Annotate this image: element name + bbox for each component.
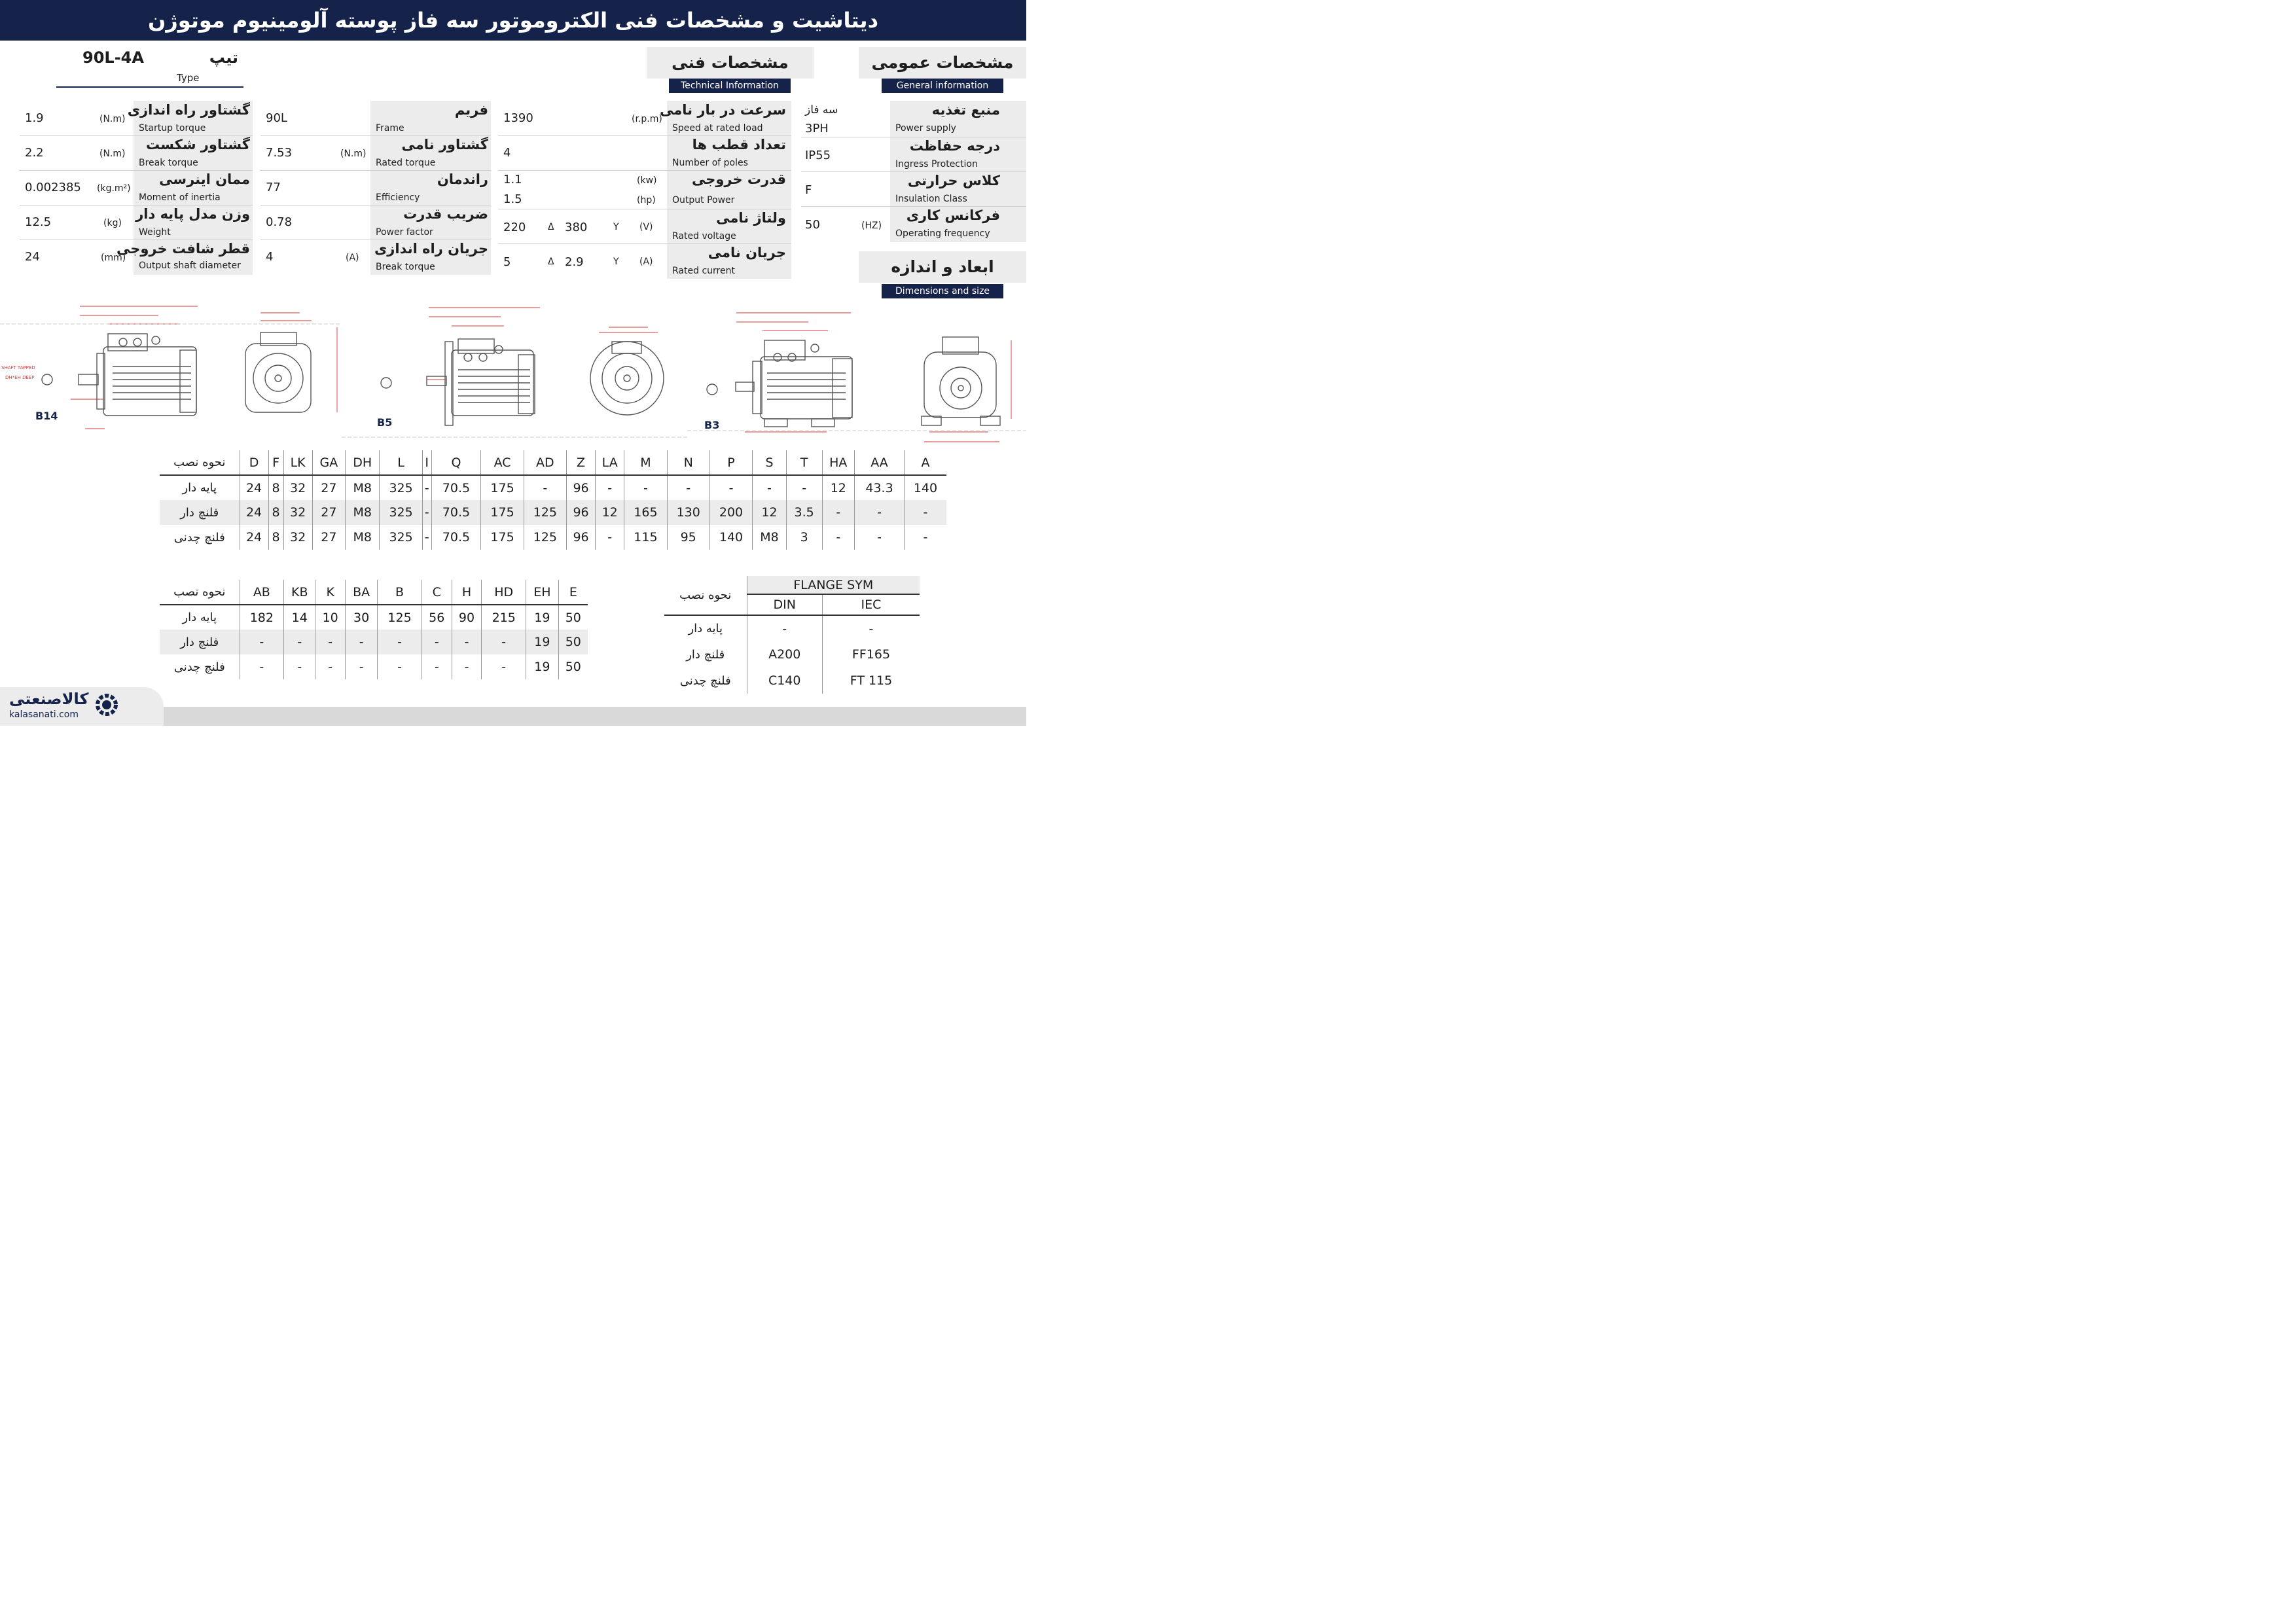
mount-type-header: نحوه نصب bbox=[664, 576, 747, 615]
spec-label-fa: راندمان bbox=[437, 171, 488, 187]
dimension-cell: 43.3 bbox=[855, 475, 905, 500]
spec-label-fa: ممان اینرسی bbox=[159, 171, 250, 187]
spec-label-en: Output shaft diameter bbox=[139, 260, 241, 271]
flange-row bbox=[664, 641, 920, 668]
spec-row bbox=[260, 135, 493, 170]
spec-row bbox=[801, 101, 1026, 137]
shaft-tapped-label: SHAFT TAPPED bbox=[1, 365, 35, 370]
flange-iec-cell: - bbox=[869, 621, 874, 636]
dimension-col-header: D bbox=[240, 450, 268, 475]
dimension-cell: - bbox=[422, 475, 431, 500]
iec-header: IEC bbox=[822, 594, 920, 615]
current-delta-value: 5 bbox=[503, 255, 511, 269]
dimension-cell: 175 bbox=[481, 500, 524, 525]
dimension-cell: 95 bbox=[667, 525, 709, 550]
dimension-cell: 325 bbox=[380, 525, 422, 550]
dimension-cell: - bbox=[452, 630, 482, 654]
flange-row bbox=[664, 668, 920, 694]
spec-label-en: Break torque bbox=[139, 158, 198, 168]
dimension-col-header: AB bbox=[240, 580, 284, 605]
spec-value-kw: 1.1 bbox=[503, 173, 522, 187]
mount-type-cell: پایه دار bbox=[182, 611, 217, 624]
dimension-cell: 27 bbox=[312, 475, 345, 500]
dimension-cell: 32 bbox=[283, 500, 312, 525]
voltage-delta-value: 220 bbox=[503, 221, 526, 234]
spec-row bbox=[20, 240, 255, 274]
dimension-col-header: C bbox=[422, 580, 452, 605]
dimension-col-header: BA bbox=[346, 580, 378, 605]
spec-label-en: Operating frequency bbox=[895, 228, 990, 239]
spec-row bbox=[20, 205, 255, 240]
dimension-col-header: LK bbox=[283, 450, 312, 475]
mount-type-header: نحوه نصب bbox=[160, 580, 240, 605]
dimension-cell: - bbox=[284, 630, 315, 654]
spec-label-fa: گشتاور راه اندازی bbox=[127, 102, 250, 118]
dimension-col-header: B bbox=[378, 580, 422, 605]
spec-label-fa: قدرت خروجی bbox=[691, 171, 786, 187]
section-dividers bbox=[0, 324, 1026, 437]
dimension-header-row bbox=[160, 580, 588, 605]
spec-label-en: Efficiency bbox=[376, 192, 420, 203]
dimension-cell: 96 bbox=[567, 500, 596, 525]
type-label-en: Type bbox=[177, 72, 200, 84]
spec-value: 12.5 bbox=[25, 215, 52, 229]
spec-label-fa: ولتاژ نامی bbox=[716, 210, 786, 226]
gear-logo-icon bbox=[92, 690, 122, 720]
spec-value: 1.9 bbox=[25, 111, 44, 125]
mount-type-cell: فلنچ چدنی bbox=[173, 660, 225, 674]
spec-value: F bbox=[805, 183, 812, 197]
dimension-cell: - bbox=[596, 475, 624, 500]
mount-type-cell: فلنچ دار bbox=[664, 641, 747, 668]
spec-label-fa: گشتاور شکست bbox=[146, 137, 250, 152]
dimension-row bbox=[160, 475, 946, 500]
voltage-star-value: 380 bbox=[565, 221, 588, 234]
dimension-col-header: DH bbox=[346, 450, 380, 475]
b14-side-view-drawing bbox=[79, 334, 196, 416]
dimension-cell: - bbox=[378, 630, 422, 654]
current-star-value: 2.9 bbox=[565, 255, 584, 269]
spec-value: 90L bbox=[266, 111, 287, 125]
spec-label-en: Speed at rated load bbox=[672, 123, 763, 134]
spec-label-fa: فرکانس کاری bbox=[906, 207, 1000, 223]
dimension-cell: 115 bbox=[624, 525, 667, 550]
dimension-col-header: N bbox=[667, 450, 709, 475]
spec-unit: (r.p.m) bbox=[632, 114, 662, 124]
dimension-cell: M8 bbox=[346, 525, 380, 550]
spec-label-fa: جریان نامی bbox=[708, 245, 786, 260]
spec-value: 2.2 bbox=[25, 146, 44, 160]
spec-unit: (N.m) bbox=[99, 149, 126, 159]
dimension-cell: 14 bbox=[284, 605, 315, 630]
dimension-cell: - bbox=[904, 525, 946, 550]
dimension-cell: - bbox=[378, 654, 422, 679]
dimension-cell: 24 bbox=[240, 500, 268, 525]
dimension-cell: - bbox=[596, 525, 624, 550]
dimension-cell: 30 bbox=[346, 605, 378, 630]
dimension-cell: 3.5 bbox=[786, 500, 822, 525]
dimension-col-header: L bbox=[380, 450, 422, 475]
dimension-cell: 8 bbox=[268, 525, 283, 550]
logo-name: کالاصنعتی bbox=[9, 690, 89, 708]
dimension-table-2 bbox=[160, 580, 588, 679]
spec-label-en: Power factor bbox=[376, 227, 433, 238]
dimension-cell: 70.5 bbox=[431, 500, 481, 525]
spec-value: 77 bbox=[266, 181, 281, 194]
dimension-cell: 90 bbox=[452, 605, 482, 630]
spec-value: 1390 bbox=[503, 111, 533, 125]
dimension-cell: - bbox=[422, 630, 452, 654]
dimension-col-header: HD bbox=[482, 580, 526, 605]
spec-unit-kw: (kw) bbox=[637, 175, 657, 186]
spec-value: 0.002385 bbox=[25, 181, 81, 194]
dimension-cell: 8 bbox=[268, 500, 283, 525]
dimension-cell: 12 bbox=[753, 500, 787, 525]
spec-value-fa: سه فاز bbox=[805, 103, 838, 116]
dimension-cell: - bbox=[786, 475, 822, 500]
spec-value: 50 bbox=[805, 218, 820, 232]
dimension-cell: 96 bbox=[567, 475, 596, 500]
star-symbol: Y bbox=[613, 257, 619, 267]
spec-value-hp: 1.5 bbox=[503, 192, 522, 206]
dimension-col-header: K bbox=[315, 580, 346, 605]
dimension-cell: 27 bbox=[312, 525, 345, 550]
dimension-cell: 140 bbox=[709, 525, 752, 550]
spec-label-en: Break torque bbox=[376, 262, 435, 272]
dimension-col-header: KB bbox=[284, 580, 315, 605]
dimensions-section-title: ابعاد و اندازه bbox=[859, 251, 1026, 283]
dimension-cell: M8 bbox=[753, 525, 787, 550]
flange-symbol-table bbox=[664, 576, 920, 694]
dimension-col-header: E bbox=[558, 580, 588, 605]
dimension-cell: 325 bbox=[380, 500, 422, 525]
b5-front-view-drawing bbox=[590, 342, 664, 415]
dimension-cell: 125 bbox=[524, 525, 566, 550]
dimension-col-header: GA bbox=[312, 450, 345, 475]
dimension-col-header: F bbox=[268, 450, 283, 475]
dimension-row bbox=[160, 500, 946, 525]
spec-value: 7.53 bbox=[266, 146, 293, 160]
b5-side-view-drawing bbox=[427, 339, 535, 425]
dimension-cell: 50 bbox=[558, 630, 588, 654]
dimension-cell: 12 bbox=[596, 500, 624, 525]
dimension-cell: - bbox=[452, 654, 482, 679]
dimension-cell: 165 bbox=[624, 500, 667, 525]
dimension-cell: - bbox=[855, 525, 905, 550]
dimension-cell: 70.5 bbox=[431, 525, 481, 550]
logo-area bbox=[0, 687, 164, 726]
flange-sym-header: FLANGE SYM bbox=[747, 576, 920, 594]
dimension-col-header: LA bbox=[596, 450, 624, 475]
dimensions-section-subtitle: Dimensions and size bbox=[882, 284, 1003, 298]
mount-type-cell: پایه دار bbox=[182, 481, 217, 495]
dimension-cell: 175 bbox=[481, 475, 524, 500]
spec-label-en: Moment of inertia bbox=[139, 192, 221, 203]
dimension-cell: - bbox=[482, 654, 526, 679]
dimension-cell: - bbox=[346, 654, 378, 679]
mount-type-header: نحوه نصب bbox=[160, 450, 240, 475]
dimension-row bbox=[160, 525, 946, 550]
dimension-cell: - bbox=[524, 475, 566, 500]
flange-iec-cell: FF165 bbox=[852, 647, 891, 662]
dimension-cell: - bbox=[315, 654, 346, 679]
spec-unit: (N.m) bbox=[340, 149, 367, 159]
dimension-col-header: T bbox=[786, 450, 822, 475]
spec-unit-hp: (hp) bbox=[637, 195, 656, 205]
spec-unit: (kg.m²) bbox=[97, 183, 131, 194]
dimension-cell: - bbox=[422, 525, 431, 550]
dimension-col-header: H bbox=[452, 580, 482, 605]
spec-label-fa: تعداد قطب ها bbox=[692, 137, 786, 152]
dimension-cell: 24 bbox=[240, 475, 268, 500]
technical-section-subtitle: Technical Information bbox=[669, 79, 791, 93]
diagram-label-b3: B3 bbox=[704, 419, 720, 431]
spec-row bbox=[801, 206, 1026, 241]
mount-type-cell: فلنچ دار bbox=[160, 630, 240, 654]
dimension-row bbox=[160, 654, 588, 679]
spec-label-en: Rated current bbox=[672, 266, 735, 276]
mount-type-cell: فلنچ دار bbox=[160, 500, 240, 525]
dimension-col-header: Q bbox=[431, 450, 481, 475]
dimension-table-1 bbox=[160, 450, 946, 550]
mount-type-cell: پایه دار bbox=[664, 615, 747, 641]
dimension-cell: - bbox=[822, 500, 855, 525]
spec-row bbox=[20, 101, 255, 135]
spec-label-en: Rated voltage bbox=[672, 231, 736, 241]
dimension-cell: - bbox=[315, 630, 346, 654]
dimension-cell: - bbox=[284, 654, 315, 679]
b3-front-view-drawing bbox=[922, 337, 1000, 425]
dimension-row bbox=[160, 605, 588, 630]
spec-unit: (HZ) bbox=[861, 221, 882, 231]
dimension-col-header: S bbox=[753, 450, 787, 475]
spec-row bbox=[260, 170, 493, 205]
din-header: DIN bbox=[747, 594, 822, 615]
shaft-depth-label: DH*EH DEEP bbox=[5, 375, 35, 380]
spec-column-1 bbox=[20, 101, 255, 275]
dimension-cell: 8 bbox=[268, 475, 283, 500]
dimension-cell: - bbox=[422, 654, 452, 679]
dimension-cell: - bbox=[855, 500, 905, 525]
dimension-col-header: EH bbox=[526, 580, 559, 605]
dimension-cell: 215 bbox=[482, 605, 526, 630]
dimension-cell: - bbox=[624, 475, 667, 500]
dimension-cell: 50 bbox=[558, 605, 588, 630]
dimension-cell: - bbox=[346, 630, 378, 654]
motor-drawings bbox=[0, 301, 1026, 452]
diagram-label-b5: B5 bbox=[377, 416, 393, 429]
spec-row bbox=[498, 170, 793, 209]
dimension-cell: 125 bbox=[378, 605, 422, 630]
spec-value: 0.78 bbox=[266, 215, 293, 229]
flange-row bbox=[664, 615, 920, 641]
spec-label-en: Rated torque bbox=[376, 158, 436, 168]
spec-row bbox=[20, 135, 255, 170]
dimension-cell: 10 bbox=[315, 605, 346, 630]
dimension-cell: 50 bbox=[558, 654, 588, 679]
dimension-cell: 19 bbox=[526, 654, 559, 679]
spec-unit: (V) bbox=[639, 222, 653, 232]
spec-label-en: Frame bbox=[376, 123, 404, 134]
b3-side-view-drawing bbox=[736, 340, 852, 427]
dimension-cell: 182 bbox=[240, 605, 284, 630]
dimension-col-header: AC bbox=[481, 450, 524, 475]
dimension-cell: - bbox=[240, 630, 284, 654]
dimension-col-header: AA bbox=[855, 450, 905, 475]
flange-din-cell: C140 bbox=[747, 668, 822, 694]
spec-row bbox=[801, 137, 1026, 171]
spec-row bbox=[260, 101, 493, 135]
flange-iec-cell: FT 115 bbox=[850, 673, 893, 688]
spec-label-en: Output Power bbox=[672, 195, 735, 205]
spec-label-en: Insulation Class bbox=[895, 194, 967, 204]
dimension-cell: 3 bbox=[786, 525, 822, 550]
general-section-subtitle: General information bbox=[882, 79, 1003, 93]
technical-section-title: مشخصات فنی bbox=[647, 47, 814, 79]
dimension-cell: 130 bbox=[667, 500, 709, 525]
spec-label-en: Startup torque bbox=[139, 123, 206, 134]
spec-value: 4 bbox=[266, 250, 274, 264]
dimension-cell: - bbox=[753, 475, 787, 500]
spec-row bbox=[498, 135, 793, 170]
dimension-col-header: A bbox=[904, 450, 946, 475]
dimension-cell: - bbox=[667, 475, 709, 500]
dimension-cell: 70.5 bbox=[431, 475, 481, 500]
spec-row bbox=[260, 240, 493, 274]
shaft-detail-drawings bbox=[42, 374, 717, 395]
type-block bbox=[56, 47, 243, 88]
spec-row bbox=[260, 205, 493, 240]
dimension-col-header: I bbox=[422, 450, 431, 475]
page-title: دیتاشیت و مشخصات فنی الکتروموتور سه فاز پوسته آلومینیوم موتوژن bbox=[0, 0, 1026, 41]
spec-label-en: Ingress Protection bbox=[895, 159, 978, 169]
type-label-fa: تیپ bbox=[209, 48, 238, 67]
dimension-lines bbox=[71, 306, 1011, 442]
star-symbol: Y bbox=[613, 222, 619, 232]
general-section-title: مشخصات عمومی bbox=[859, 47, 1026, 79]
spec-value: 4 bbox=[503, 146, 511, 160]
diagram-label-b14: B14 bbox=[35, 410, 58, 422]
spec-row bbox=[20, 170, 255, 205]
spec-label-en: Weight bbox=[139, 227, 171, 238]
dimension-col-header: P bbox=[709, 450, 752, 475]
dimension-cell: 325 bbox=[380, 475, 422, 500]
spec-unit: (A) bbox=[346, 253, 359, 263]
spec-label-fa: فریم bbox=[454, 102, 488, 118]
dimension-cell: - bbox=[482, 630, 526, 654]
spec-row bbox=[498, 209, 793, 243]
spec-value: IP55 bbox=[805, 149, 831, 162]
spec-column-4 bbox=[801, 101, 1026, 242]
delta-symbol: Δ bbox=[548, 257, 554, 267]
spec-unit: (kg) bbox=[103, 218, 122, 228]
spec-value: 24 bbox=[25, 250, 40, 264]
dimension-header-row bbox=[160, 450, 946, 475]
dimension-cell: 12 bbox=[822, 475, 855, 500]
spec-unit: (mm) bbox=[101, 253, 126, 263]
spec-label-fa: وزن مدل پایه دار bbox=[135, 206, 250, 222]
dimension-cell: 96 bbox=[567, 525, 596, 550]
dimension-cell: 175 bbox=[481, 525, 524, 550]
dimension-cell: 19 bbox=[526, 630, 559, 654]
spec-row bbox=[498, 101, 793, 135]
flange-din-cell: - bbox=[747, 615, 822, 641]
dimension-cell: - bbox=[904, 500, 946, 525]
dimension-col-header: AD bbox=[524, 450, 566, 475]
dimension-cell: 19 bbox=[526, 605, 559, 630]
dimension-cell: M8 bbox=[346, 500, 380, 525]
dimension-cell: 32 bbox=[283, 475, 312, 500]
spec-label-en: Number of poles bbox=[672, 158, 748, 168]
dimension-cell: 27 bbox=[312, 500, 345, 525]
spec-value: 3PH bbox=[805, 122, 829, 135]
delta-symbol: Δ bbox=[548, 222, 554, 232]
flange-din-cell: A200 bbox=[747, 641, 822, 668]
dimension-col-header: M bbox=[624, 450, 667, 475]
spec-label-fa: جریان راه اندازی bbox=[374, 241, 488, 257]
spec-label-fa: کلاس حرارتی bbox=[907, 173, 1000, 188]
spec-label-fa: گشتاور نامی bbox=[401, 137, 488, 152]
dimension-cell: - bbox=[822, 525, 855, 550]
logo-url: kalasanati.com bbox=[9, 709, 79, 720]
spec-label-fa: درجه حفاظت bbox=[909, 138, 1000, 154]
spec-row bbox=[498, 243, 793, 278]
dimension-cell: - bbox=[709, 475, 752, 500]
dimension-cell: 200 bbox=[709, 500, 752, 525]
dimension-cell: - bbox=[240, 654, 284, 679]
spec-label-en: Power supply bbox=[895, 123, 956, 134]
dimension-cell: M8 bbox=[346, 475, 380, 500]
type-value: 90L-4A bbox=[82, 48, 144, 67]
dimension-cell: 32 bbox=[283, 525, 312, 550]
spec-label-fa: قطر شافت خروجی bbox=[116, 241, 250, 257]
dimension-col-header: HA bbox=[822, 450, 855, 475]
b14-front-view-drawing bbox=[245, 332, 311, 412]
dimension-cell: 140 bbox=[904, 475, 946, 500]
spec-column-2 bbox=[260, 101, 493, 275]
dimension-col-header: Z bbox=[567, 450, 596, 475]
dimension-row bbox=[160, 630, 588, 654]
dimension-cell: 125 bbox=[524, 500, 566, 525]
spec-row bbox=[801, 171, 1026, 206]
spec-unit: (N.m) bbox=[99, 114, 126, 124]
spec-unit: (A) bbox=[639, 257, 653, 267]
spec-label-fa: سرعت در بار نامی bbox=[660, 102, 786, 118]
spec-column-3 bbox=[498, 101, 793, 279]
dimension-cell: 56 bbox=[422, 605, 452, 630]
mount-type-cell: فلنچ چدنی bbox=[664, 668, 747, 694]
spec-label-fa: ضریب قدرت bbox=[403, 206, 488, 222]
datasheet-page bbox=[0, 0, 1026, 726]
spec-label-fa: منبع تغذیه bbox=[931, 102, 1000, 118]
dimension-cell: - bbox=[422, 500, 431, 525]
dimension-cell: 24 bbox=[240, 525, 268, 550]
mount-type-cell: فلنچ چدنی bbox=[173, 530, 225, 544]
